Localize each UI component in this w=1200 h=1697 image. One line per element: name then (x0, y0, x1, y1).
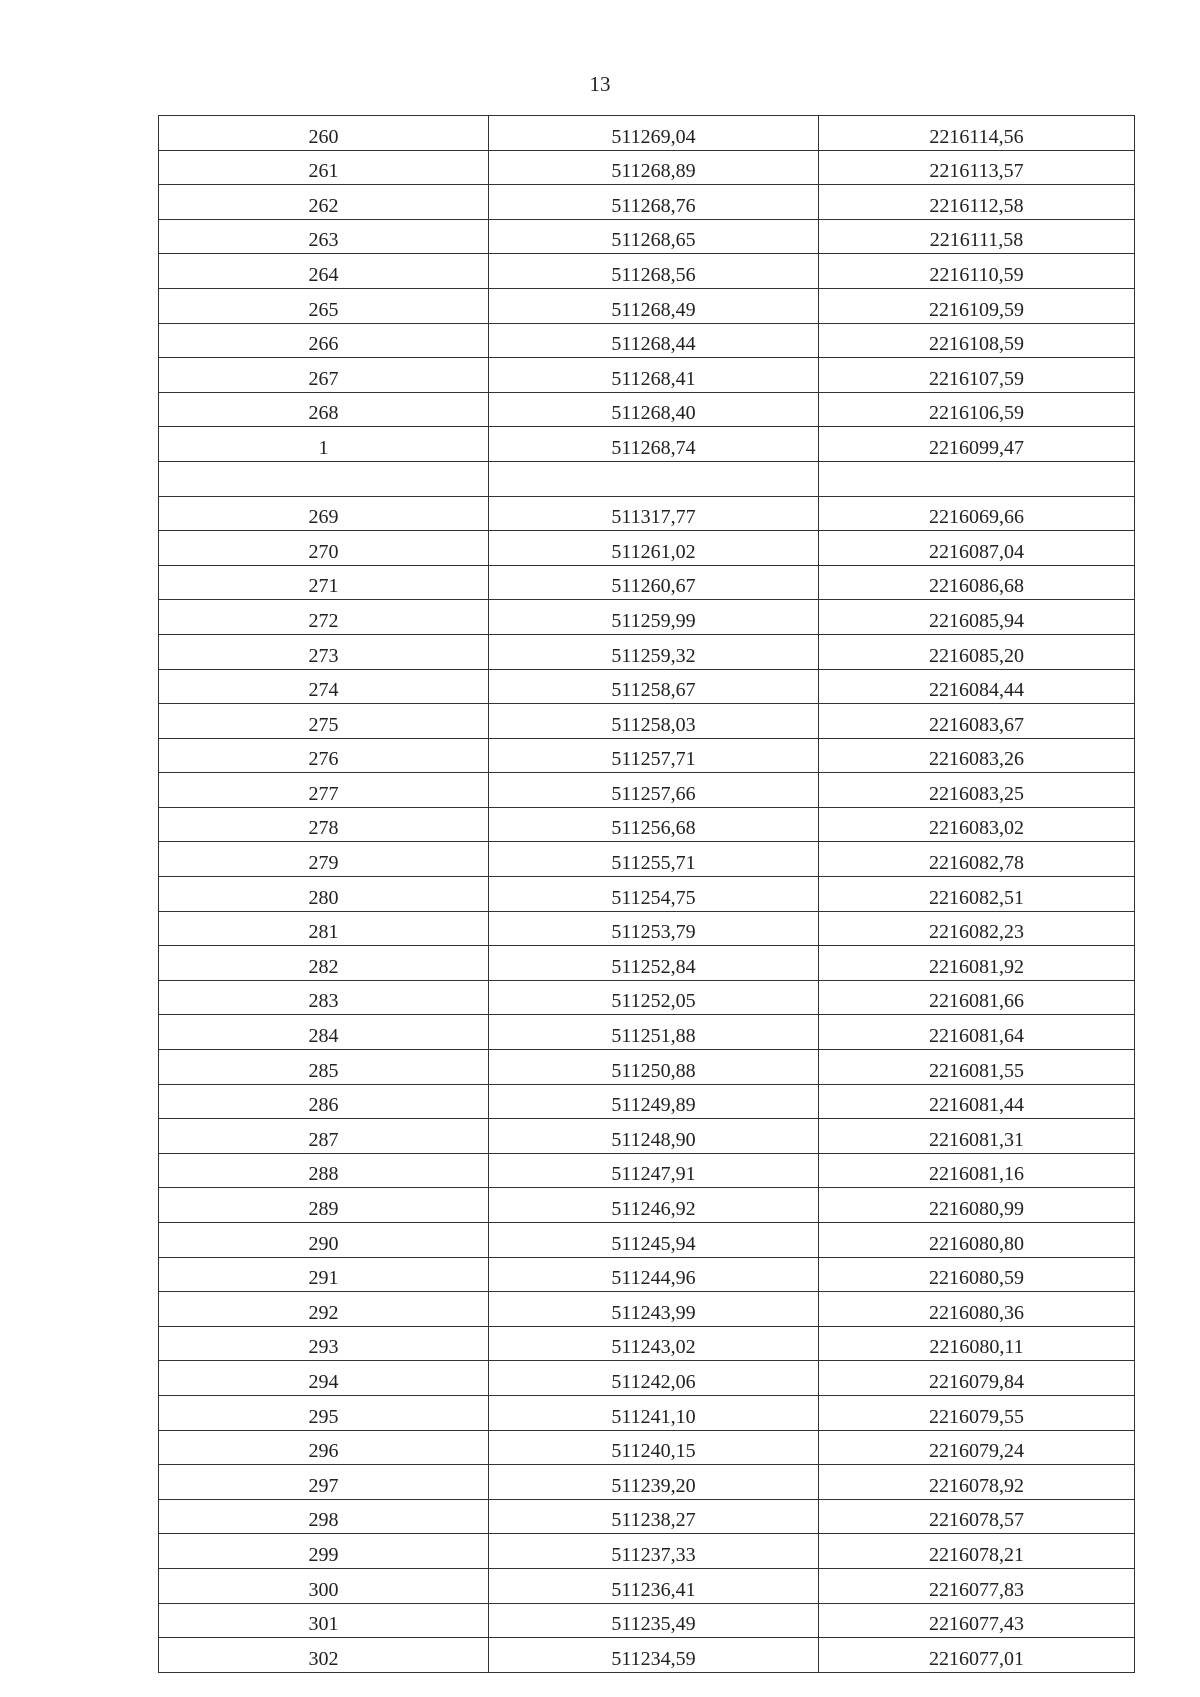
point-number-cell: 288 (159, 1153, 489, 1188)
y-coordinate-cell: 2216081,44 (819, 1084, 1135, 1119)
point-number-cell: 286 (159, 1084, 489, 1119)
x-coordinate-cell: 511247,91 (489, 1153, 819, 1188)
point-number-cell: 276 (159, 738, 489, 773)
point-number-cell: 290 (159, 1223, 489, 1258)
table-row (159, 427, 1135, 462)
point-number-cell: 262 (159, 185, 489, 220)
x-coordinate-cell: 511268,44 (489, 323, 819, 358)
point-number-cell: 281 (159, 911, 489, 946)
table-row (159, 1015, 1135, 1050)
y-coordinate-cell: 2216078,21 (819, 1534, 1135, 1569)
x-coordinate-cell (489, 461, 819, 496)
table-row (159, 877, 1135, 912)
y-coordinate-cell: 2216081,16 (819, 1153, 1135, 1188)
point-number-cell: 1 (159, 427, 489, 462)
table-row (159, 980, 1135, 1015)
point-number-cell: 287 (159, 1119, 489, 1154)
table-row (159, 1395, 1135, 1430)
table-row (159, 1188, 1135, 1223)
y-coordinate-cell: 2216086,68 (819, 565, 1135, 600)
point-number-cell: 289 (159, 1188, 489, 1223)
point-number-cell: 301 (159, 1603, 489, 1638)
y-coordinate-cell: 2216077,01 (819, 1638, 1135, 1673)
y-coordinate-cell: 2216081,92 (819, 946, 1135, 981)
point-number-cell: 293 (159, 1326, 489, 1361)
point-number-cell: 282 (159, 946, 489, 981)
y-coordinate-cell: 2216113,57 (819, 150, 1135, 185)
x-coordinate-cell: 511259,99 (489, 600, 819, 635)
y-coordinate-cell: 2216112,58 (819, 185, 1135, 220)
point-number-cell: 300 (159, 1568, 489, 1603)
x-coordinate-cell: 511246,92 (489, 1188, 819, 1223)
y-coordinate-cell: 2216087,04 (819, 531, 1135, 566)
y-coordinate-cell: 2216114,56 (819, 116, 1135, 151)
point-number-cell: 265 (159, 288, 489, 323)
point-number-cell: 264 (159, 254, 489, 289)
point-number-cell: 283 (159, 980, 489, 1015)
y-coordinate-cell: 2216079,84 (819, 1361, 1135, 1396)
point-number-cell: 299 (159, 1534, 489, 1569)
table-row (159, 1292, 1135, 1327)
point-number-cell: 285 (159, 1050, 489, 1085)
table-row (159, 1361, 1135, 1396)
table-row (159, 1257, 1135, 1292)
x-coordinate-cell: 511253,79 (489, 911, 819, 946)
x-coordinate-cell: 511235,49 (489, 1603, 819, 1638)
point-number-cell: 292 (159, 1292, 489, 1327)
y-coordinate-cell: 2216081,66 (819, 980, 1135, 1015)
table-row (159, 1153, 1135, 1188)
x-coordinate-cell: 511249,89 (489, 1084, 819, 1119)
y-coordinate-cell: 2216109,59 (819, 288, 1135, 323)
coordinates-table (158, 115, 1135, 1673)
x-coordinate-cell: 511268,49 (489, 288, 819, 323)
y-coordinate-cell: 2216082,51 (819, 877, 1135, 912)
x-coordinate-cell: 511268,76 (489, 185, 819, 220)
x-coordinate-cell: 511240,15 (489, 1430, 819, 1465)
y-coordinate-cell: 2216079,24 (819, 1430, 1135, 1465)
y-coordinate-cell: 2216085,20 (819, 634, 1135, 669)
table-row (159, 288, 1135, 323)
page-number: 13 (589, 72, 611, 96)
table-row (159, 358, 1135, 393)
x-coordinate-cell: 511252,84 (489, 946, 819, 981)
x-coordinate-cell: 511268,41 (489, 358, 819, 393)
point-number-cell: 271 (159, 565, 489, 600)
point-number-cell: 291 (159, 1257, 489, 1292)
y-coordinate-cell: 2216081,64 (819, 1015, 1135, 1050)
y-coordinate-cell: 2216085,94 (819, 600, 1135, 635)
point-number-cell: 297 (159, 1465, 489, 1500)
x-coordinate-cell: 511268,56 (489, 254, 819, 289)
y-coordinate-cell: 2216110,59 (819, 254, 1135, 289)
point-number-cell: 280 (159, 877, 489, 912)
y-coordinate-cell: 2216099,47 (819, 427, 1135, 462)
x-coordinate-cell: 511242,06 (489, 1361, 819, 1396)
table-row (159, 704, 1135, 739)
table-row (159, 1119, 1135, 1154)
table-row (159, 669, 1135, 704)
y-coordinate-cell: 2216083,02 (819, 807, 1135, 842)
table-row (159, 1430, 1135, 1465)
y-coordinate-cell: 2216084,44 (819, 669, 1135, 704)
y-coordinate-cell: 2216080,36 (819, 1292, 1135, 1327)
x-coordinate-cell: 511259,32 (489, 634, 819, 669)
table-row (159, 1638, 1135, 1673)
point-number-cell: 269 (159, 496, 489, 531)
y-coordinate-cell: 2216080,11 (819, 1326, 1135, 1361)
x-coordinate-cell: 511258,03 (489, 704, 819, 739)
x-coordinate-cell: 511258,67 (489, 669, 819, 704)
y-coordinate-cell: 2216080,59 (819, 1257, 1135, 1292)
table-row (159, 1223, 1135, 1258)
table-row (159, 254, 1135, 289)
point-number-cell: 294 (159, 1361, 489, 1396)
x-coordinate-cell: 511251,88 (489, 1015, 819, 1050)
y-coordinate-cell: 2216080,99 (819, 1188, 1135, 1223)
y-coordinate-cell: 2216077,43 (819, 1603, 1135, 1638)
table-row (159, 392, 1135, 427)
y-coordinate-cell: 2216081,55 (819, 1050, 1135, 1085)
point-number-cell: 260 (159, 116, 489, 151)
x-coordinate-cell: 511248,90 (489, 1119, 819, 1154)
x-coordinate-cell: 511252,05 (489, 980, 819, 1015)
table-row (159, 1603, 1135, 1638)
table-row (159, 496, 1135, 531)
y-coordinate-cell: 2216108,59 (819, 323, 1135, 358)
x-coordinate-cell: 511250,88 (489, 1050, 819, 1085)
point-number-cell: 272 (159, 600, 489, 635)
x-coordinate-cell: 511268,74 (489, 427, 819, 462)
point-number-cell: 298 (159, 1499, 489, 1534)
table-row (159, 1050, 1135, 1085)
table-row (159, 1568, 1135, 1603)
table-row (159, 150, 1135, 185)
point-number-cell: 268 (159, 392, 489, 427)
x-coordinate-cell: 511238,27 (489, 1499, 819, 1534)
table-row (159, 807, 1135, 842)
x-coordinate-cell: 511244,96 (489, 1257, 819, 1292)
y-coordinate-cell: 2216078,57 (819, 1499, 1135, 1534)
x-coordinate-cell: 511237,33 (489, 1534, 819, 1569)
x-coordinate-cell: 511268,40 (489, 392, 819, 427)
point-number-cell: 277 (159, 773, 489, 808)
x-coordinate-cell: 511255,71 (489, 842, 819, 877)
table-row (159, 531, 1135, 566)
point-number-cell: 279 (159, 842, 489, 877)
table-row (159, 1084, 1135, 1119)
y-coordinate-cell: 2216111,58 (819, 219, 1135, 254)
table-row (159, 634, 1135, 669)
x-coordinate-cell: 511260,67 (489, 565, 819, 600)
point-number-cell: 284 (159, 1015, 489, 1050)
x-coordinate-cell: 511257,71 (489, 738, 819, 773)
x-coordinate-cell: 511256,68 (489, 807, 819, 842)
table-row (159, 600, 1135, 635)
y-coordinate-cell: 2216078,92 (819, 1465, 1135, 1500)
y-coordinate-cell: 2216079,55 (819, 1395, 1135, 1430)
x-coordinate-cell: 511245,94 (489, 1223, 819, 1258)
y-coordinate-cell: 2216069,66 (819, 496, 1135, 531)
table-row (159, 1326, 1135, 1361)
x-coordinate-cell: 511241,10 (489, 1395, 819, 1430)
table-row (159, 911, 1135, 946)
y-coordinate-cell: 2216107,59 (819, 358, 1135, 393)
table-row (159, 773, 1135, 808)
table-row (159, 116, 1135, 151)
table-row (159, 1534, 1135, 1569)
y-coordinate-cell: 2216081,31 (819, 1119, 1135, 1154)
table-row (159, 461, 1135, 496)
x-coordinate-cell: 511243,02 (489, 1326, 819, 1361)
coordinates-table-body (159, 116, 1135, 1673)
point-number-cell: 296 (159, 1430, 489, 1465)
table-row (159, 842, 1135, 877)
point-number-cell: 273 (159, 634, 489, 669)
y-coordinate-cell: 2216080,80 (819, 1223, 1135, 1258)
point-number-cell: 278 (159, 807, 489, 842)
x-coordinate-cell: 511269,04 (489, 116, 819, 151)
x-coordinate-cell: 511239,20 (489, 1465, 819, 1500)
table-row (159, 565, 1135, 600)
x-coordinate-cell: 511261,02 (489, 531, 819, 566)
x-coordinate-cell: 511236,41 (489, 1568, 819, 1603)
table-row (159, 323, 1135, 358)
y-coordinate-cell (819, 461, 1135, 496)
y-coordinate-cell: 2216083,67 (819, 704, 1135, 739)
point-number-cell: 267 (159, 358, 489, 393)
table-row (159, 185, 1135, 220)
point-number-cell: 295 (159, 1395, 489, 1430)
point-number-cell: 261 (159, 150, 489, 185)
x-coordinate-cell: 511257,66 (489, 773, 819, 808)
table-row (159, 738, 1135, 773)
x-coordinate-cell: 511268,65 (489, 219, 819, 254)
x-coordinate-cell: 511243,99 (489, 1292, 819, 1327)
table-row (159, 1465, 1135, 1500)
table-row (159, 219, 1135, 254)
y-coordinate-cell: 2216082,23 (819, 911, 1135, 946)
point-number-cell: 263 (159, 219, 489, 254)
point-number-cell (159, 461, 489, 496)
table-row (159, 1499, 1135, 1534)
x-coordinate-cell: 511254,75 (489, 877, 819, 912)
table-row (159, 946, 1135, 981)
y-coordinate-cell: 2216106,59 (819, 392, 1135, 427)
x-coordinate-cell: 511317,77 (489, 496, 819, 531)
y-coordinate-cell: 2216077,83 (819, 1568, 1135, 1603)
point-number-cell: 302 (159, 1638, 489, 1673)
point-number-cell: 274 (159, 669, 489, 704)
point-number-cell: 270 (159, 531, 489, 566)
point-number-cell: 275 (159, 704, 489, 739)
point-number-cell: 266 (159, 323, 489, 358)
y-coordinate-cell: 2216082,78 (819, 842, 1135, 877)
y-coordinate-cell: 2216083,25 (819, 773, 1135, 808)
y-coordinate-cell: 2216083,26 (819, 738, 1135, 773)
x-coordinate-cell: 511268,89 (489, 150, 819, 185)
x-coordinate-cell: 511234,59 (489, 1638, 819, 1673)
